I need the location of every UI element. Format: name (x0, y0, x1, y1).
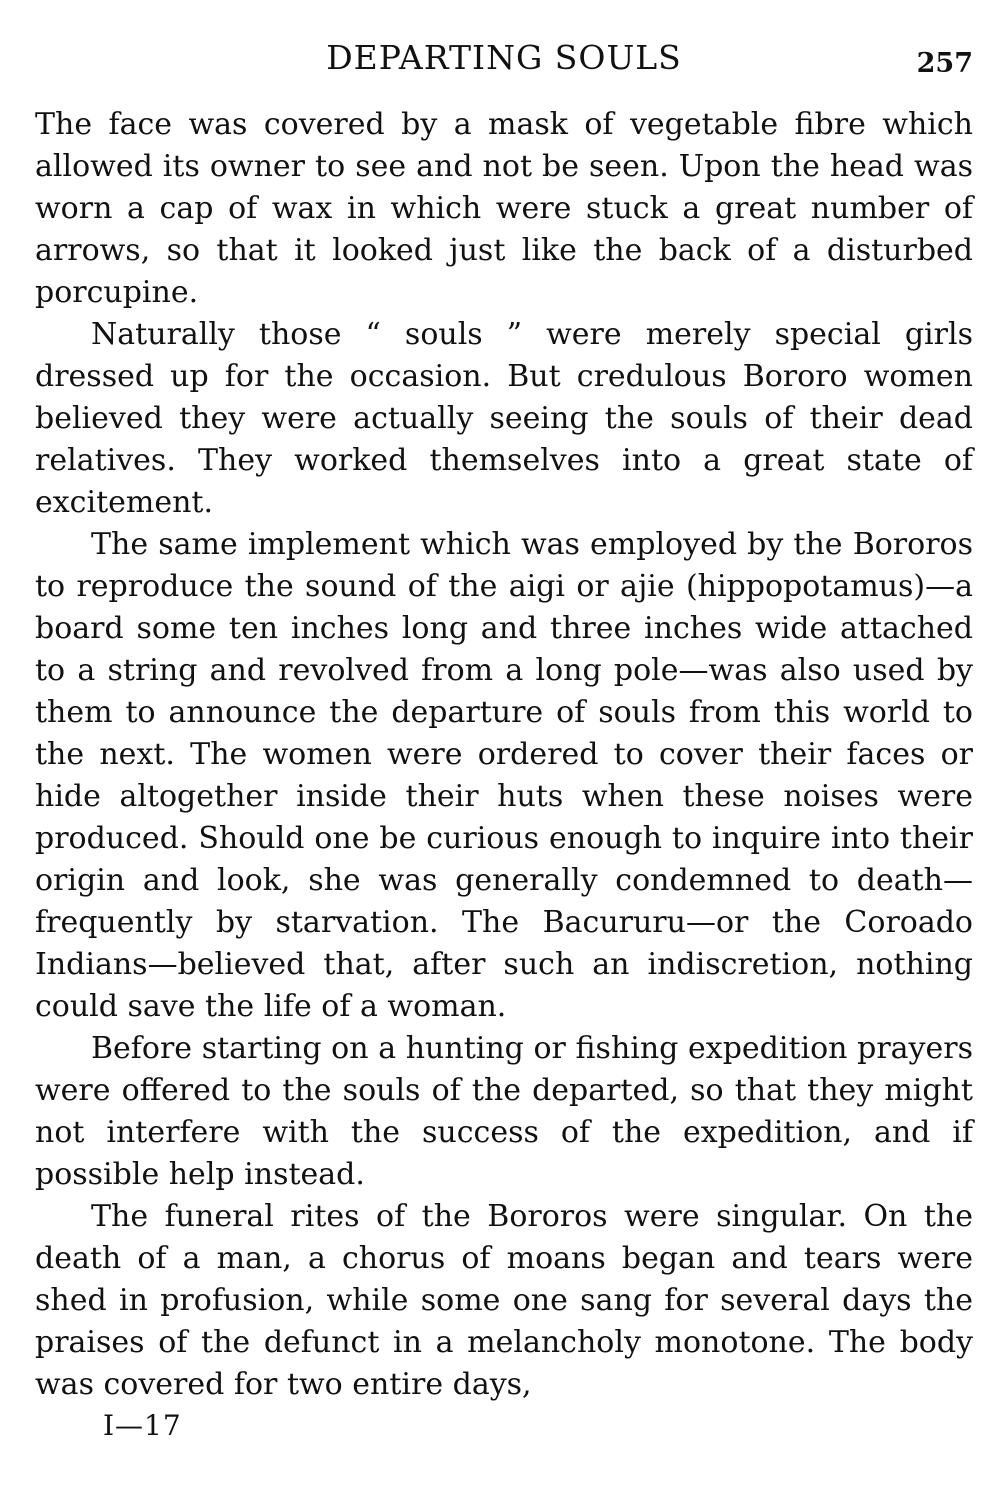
book-page (35, 30, 973, 1444)
running-head (35, 30, 973, 90)
running-title: DEPARTING SOULS (326, 38, 682, 77)
page-number: 257 (916, 48, 973, 79)
paragraph: The face was covered by a mask of vegetable fibre which allowed its owner to see and not be seen. Upon the head was worn a cap of wax in which were stuck a great number of arrows, so that it looked just like the back of a disturbed porcupine. (35, 107, 973, 310)
paragraph: Before starting on a hunting or fishing expedition prayers were offered to the souls of the departed, so that they might not interfere with the success of the expedition, and if possible help instead. (35, 1031, 973, 1192)
paragraph: The funeral rites of the Bororos were singular. On the death of a man, a chorus of moans began and tears were shed in profusion, while some one sang for several days the praises of the defunct in a melancholy monotone. The body was covered for two entire days, (35, 1199, 973, 1402)
paragraph: The same implement which was employed by the Bororos to reproduce the sound of the aigi or ajie (hippopotamus)—a board some ten inches long and three inches wide attached to a string and revolved from a long pole—was also used by them to announce the departure of souls from this world to the next. The women were ordered to cover their faces or hide altogether inside their huts when these noises were produced. Should one be curious enough to inquire into their origin and look, she was generally condemned to death—frequently by starvation. The Bacururu—or the Coroado Indians—believed that, after such an indiscretion, nothing could save the life of a woman. (35, 527, 973, 1024)
paragraph: Naturally those “ souls ” were merely special girls dressed up for the occasion. But credulous Bororo women believed they were actually seeing the souls of their dead relatives. They worked themselves into a great state of excitement. (35, 317, 973, 520)
body-text (35, 104, 973, 1406)
signature-mark: I—17 (103, 1409, 182, 1442)
